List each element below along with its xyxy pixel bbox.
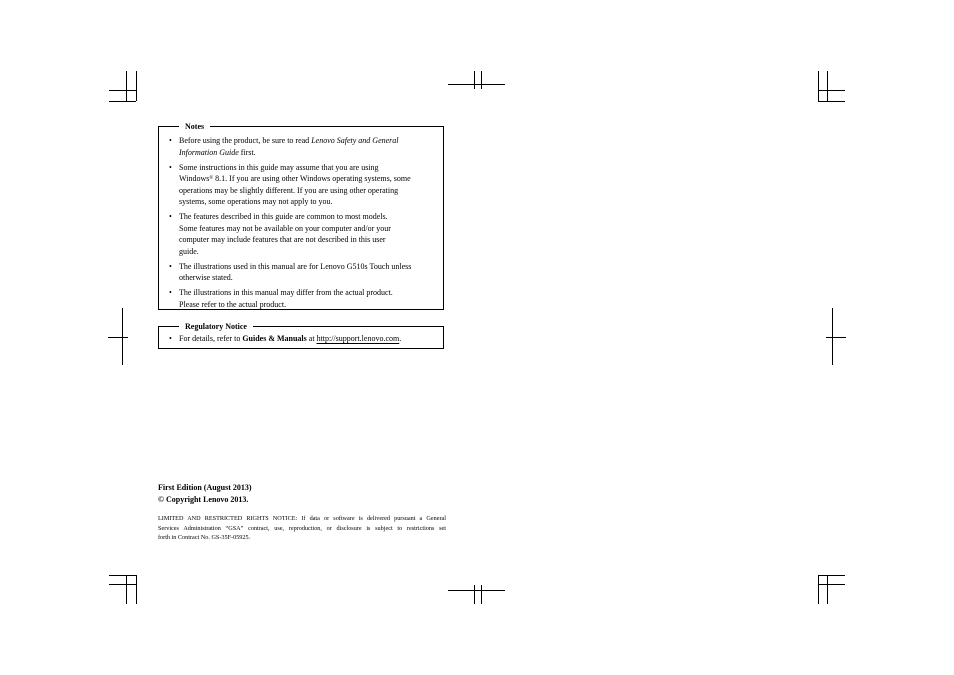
- list-item: [169, 135, 437, 158]
- crop-mark: [109, 90, 136, 91]
- list-item-line: • The features described in this guide are common to most models.: [179, 212, 388, 221]
- notes-list: [169, 135, 437, 314]
- crop-mark: [448, 590, 505, 591]
- rights-notice-line: Services Administration “GSA” contract, use, reproduction, or disclosure is subject to restrictions set: [158, 524, 446, 532]
- list-item-line: operations may be slightly different. If you are using other operating: [179, 185, 399, 195]
- list-item-line: [179, 135, 437, 147]
- crop-mark: [832, 308, 833, 365]
- text: at: [306, 334, 317, 343]
- list-item-line: Please refer to the actual product.: [179, 299, 287, 309]
- text: Windows: [179, 174, 210, 183]
- crop-mark: [109, 101, 136, 102]
- text: 8.1. If you are using other Windows operating systems, some: [213, 174, 411, 183]
- registered-mark: ®: [209, 176, 214, 181]
- crop-mark: [818, 584, 845, 585]
- list-item-line: [179, 173, 437, 185]
- list-item-line: guide.: [179, 246, 199, 256]
- notes-box: [158, 122, 444, 310]
- regulatory-list: [169, 333, 437, 348]
- copyright: © Copyright Lenovo 2013.: [158, 495, 249, 504]
- list-item-line: [179, 333, 437, 345]
- crop-mark: [474, 585, 475, 604]
- crop-mark: [818, 71, 819, 101]
- notes-title: Notes: [179, 121, 210, 132]
- document-title: Lenovo Safety and General: [311, 136, 399, 145]
- crop-mark: [818, 90, 845, 91]
- crop-mark: [108, 337, 128, 338]
- list-item: [169, 211, 437, 257]
- regulatory-notice-title: Regulatory Notice: [179, 321, 253, 332]
- list-item: [169, 333, 437, 345]
- text: .: [399, 334, 402, 343]
- crop-mark: [826, 337, 846, 338]
- crop-mark: [109, 575, 136, 576]
- crop-mark: [818, 101, 845, 102]
- crop-mark: [126, 575, 127, 604]
- regulatory-notice-box: [158, 322, 444, 349]
- list-item-line: • The illustrations used in this manual are for Lenovo G510s Touch unless: [179, 261, 412, 271]
- rights-notice: [158, 514, 446, 543]
- list-item-line: • The illustrations in this manual may differ from the actual product.: [179, 288, 393, 297]
- crop-mark: [136, 71, 137, 101]
- document-title: Information Guide: [179, 147, 239, 157]
- list-item: [169, 261, 437, 284]
- crop-mark: [818, 575, 819, 604]
- list-item-line: systems, some operations may not apply to you.: [179, 197, 333, 206]
- crop-mark: [481, 585, 482, 604]
- crop-mark: [818, 575, 845, 576]
- list-item-line: • Some instructions in this guide may assume that you are using: [179, 162, 379, 172]
- guides-manuals-label: Guides & Manuals: [242, 334, 307, 343]
- list-item-line: computer may include features that are not described in this user: [179, 235, 386, 244]
- crop-mark: [448, 84, 505, 85]
- list-item: [169, 162, 437, 208]
- crop-mark: [827, 575, 828, 604]
- text: first.: [238, 147, 256, 157]
- crop-mark: [827, 71, 828, 101]
- rights-notice-line: LIMITED AND RESTRICTED RIGHTS NOTICE: If data or software is delivered pursuant a General: [158, 515, 446, 522]
- support-link[interactable]: http://support.lenovo.com: [316, 334, 400, 343]
- text: For details, refer to: [179, 334, 243, 343]
- first-edition: First Edition (August 2013): [158, 483, 252, 492]
- text: Before using the product, be sure to read: [179, 136, 312, 145]
- crop-mark: [474, 71, 475, 89]
- crop-mark: [109, 584, 136, 585]
- list-item-line: [179, 147, 437, 159]
- crop-mark: [122, 308, 123, 365]
- list-item-line: Some features may not be available on your computer and/or your: [179, 223, 391, 233]
- rights-notice-line: forth in Contract No. GS-35F-05925.: [158, 534, 251, 541]
- crop-mark: [481, 71, 482, 89]
- list-item: [169, 287, 437, 310]
- list-item-line: otherwise stated.: [179, 273, 233, 282]
- crop-mark: [136, 575, 137, 604]
- crop-mark: [126, 71, 127, 101]
